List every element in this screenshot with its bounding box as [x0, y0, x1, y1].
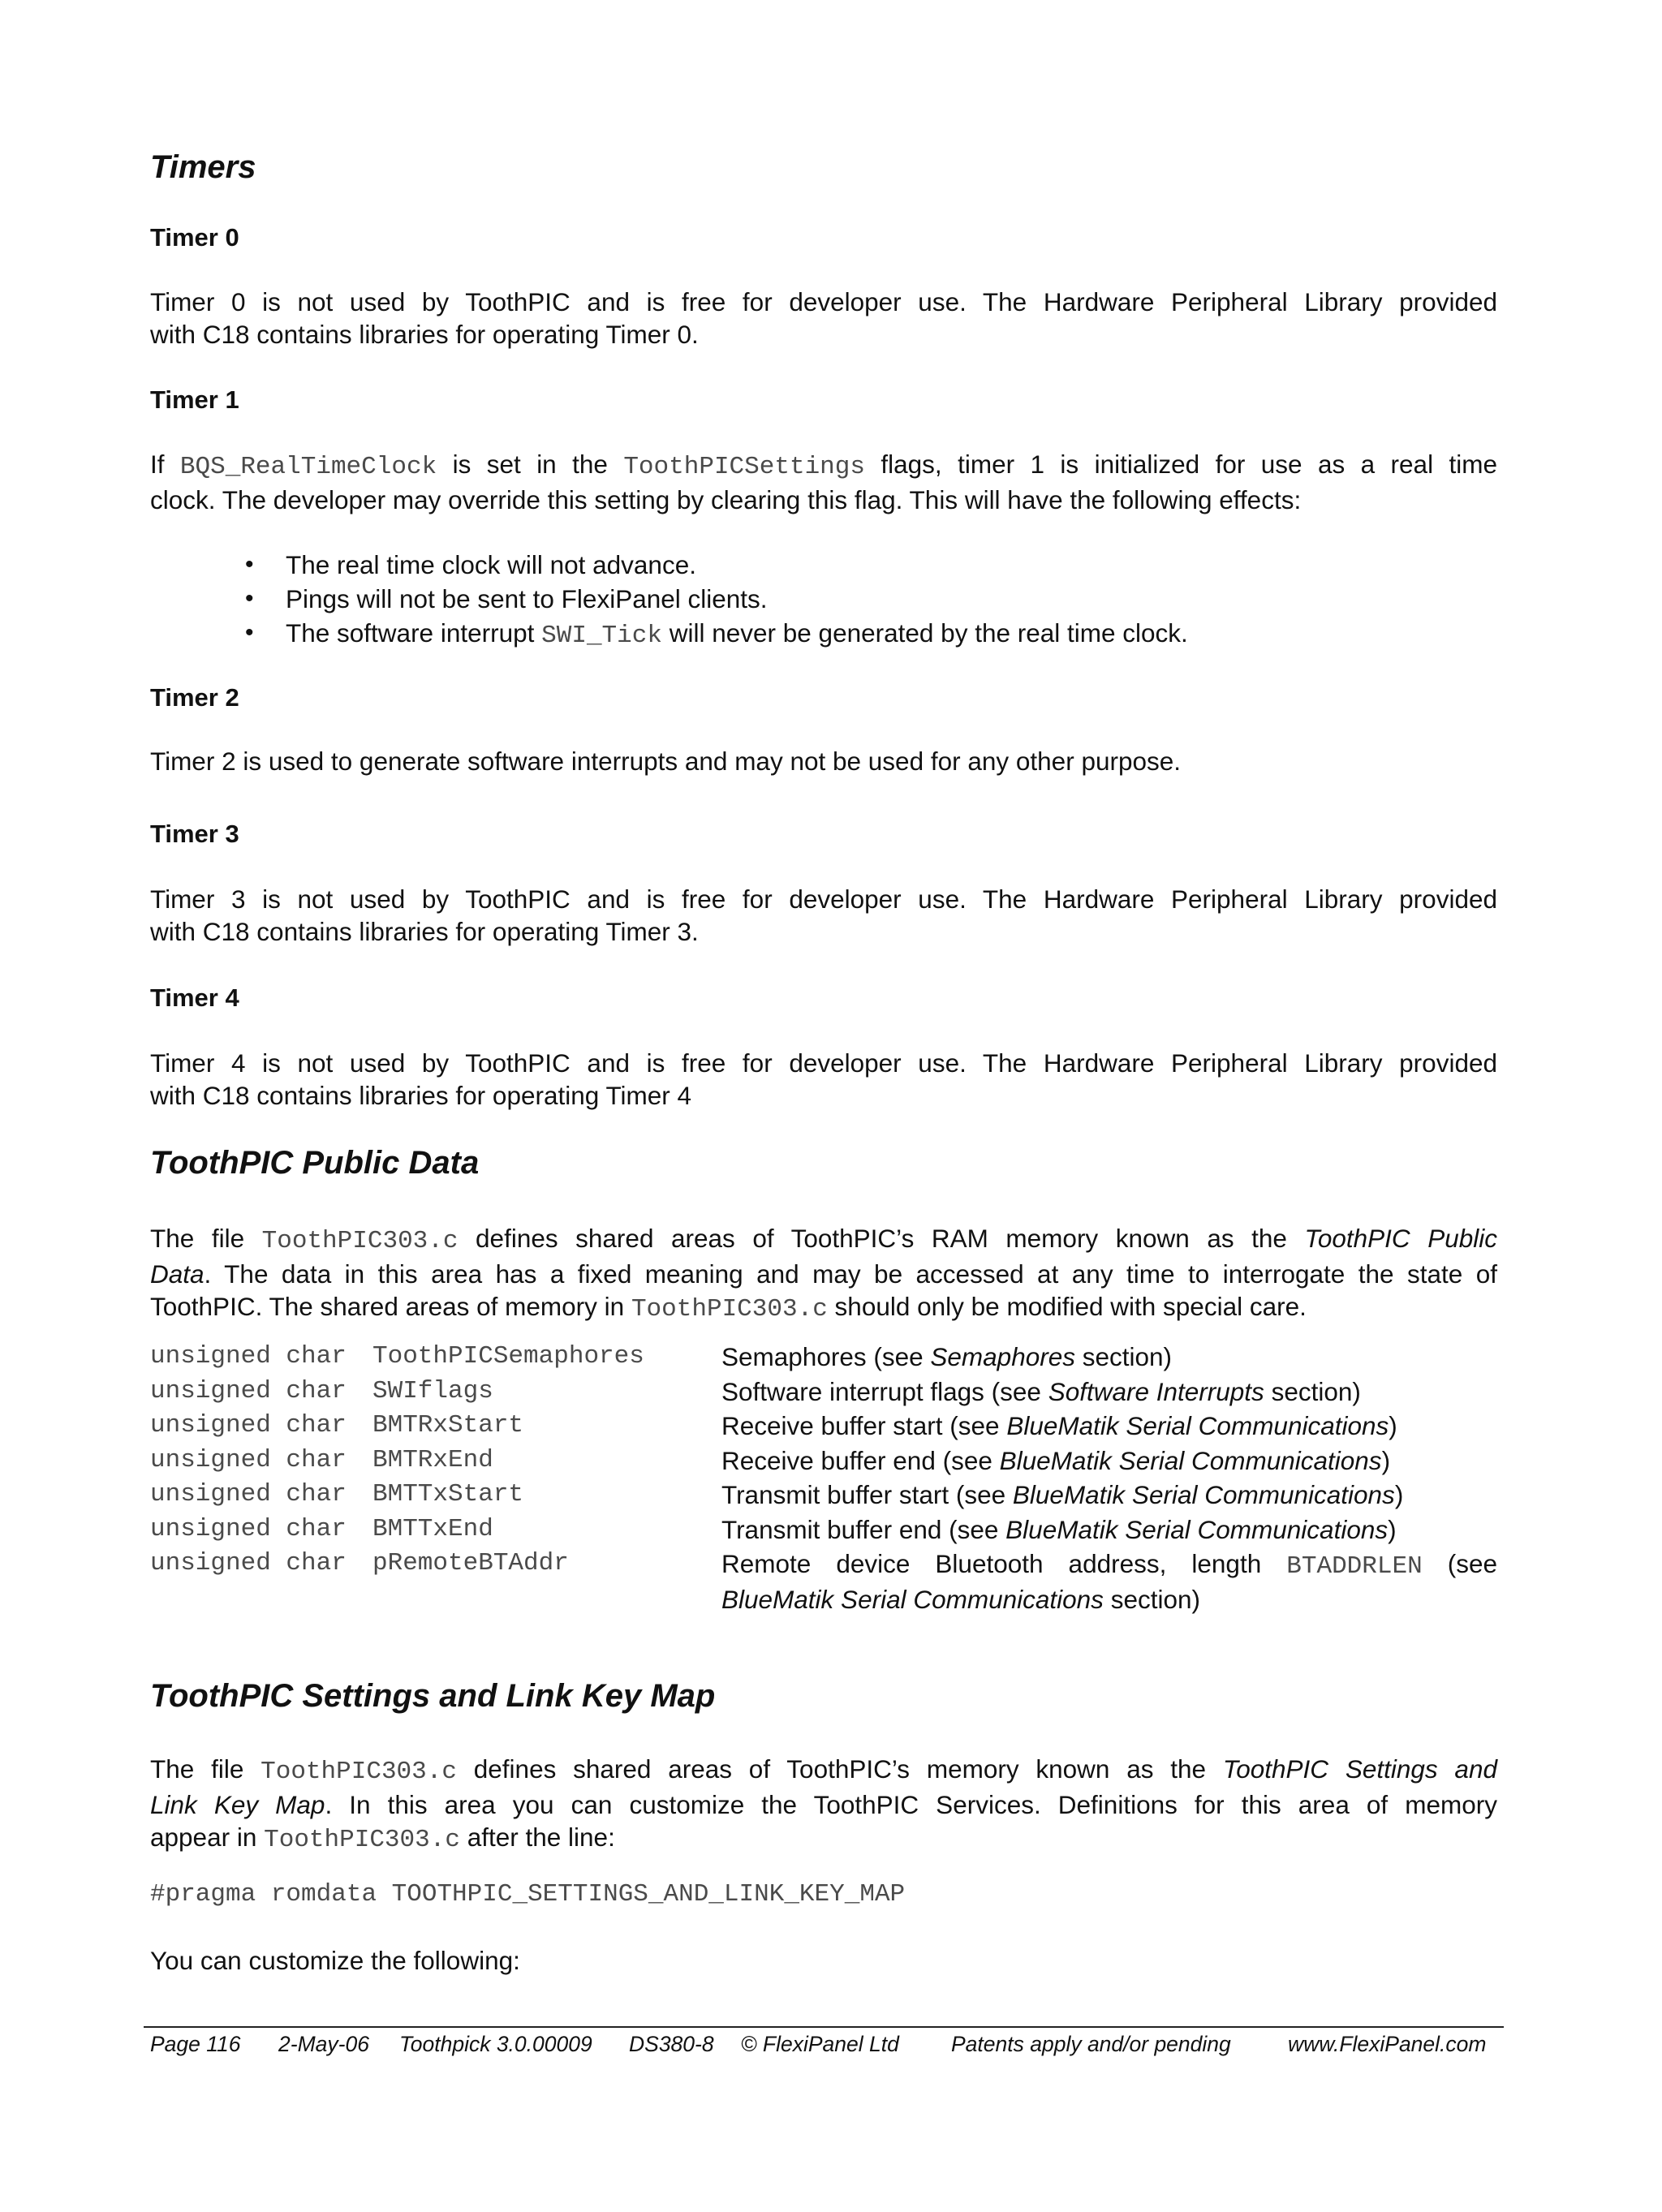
- text-fragment: Remote device Bluetooth address, length: [721, 1549, 1287, 1578]
- footer-version: Toothpick 3.0.00009: [399, 2032, 592, 2056]
- text-fragment: (see: [1422, 1549, 1498, 1578]
- list-item: [245, 616, 1188, 650]
- variable-type: unsigned char: [150, 1445, 347, 1474]
- list-item: [245, 582, 1188, 616]
- text-line: with C18 contains libraries for operating Timer 4: [150, 1081, 692, 1110]
- section-heading-public-data: ToothPIC Public Data: [150, 1145, 480, 1181]
- footer-date: 2-May-06: [278, 2032, 369, 2056]
- text-line: Timer 0 is not used by ToothPIC and is free for developer use. The Hardware Peripheral Library provided: [150, 287, 1497, 316]
- emphasis-term: BlueMatik Serial Communications: [1005, 1514, 1389, 1544]
- variable-name: BMTTxStart: [372, 1480, 524, 1508]
- public-data-table: [150, 1341, 1497, 1617]
- text-fragment: should only be modified with special care.: [827, 1292, 1307, 1321]
- text-fragment: Transmit buffer end (see: [721, 1514, 1006, 1544]
- variable-description: [721, 1409, 1497, 1442]
- text-fragment: section): [1264, 1376, 1361, 1406]
- text-line: [150, 1222, 1497, 1258]
- bullet-icon: •: [245, 551, 254, 578]
- text-fragment: The software interrupt: [286, 618, 542, 648]
- text-fragment: Semaphores (see: [721, 1342, 931, 1371]
- text-line: [721, 1547, 1497, 1583]
- emphasis-term: Data: [150, 1259, 205, 1289]
- text-line: clock. The developer may override this setting by clearing this flag. This will have the following effects:: [150, 485, 1302, 514]
- code-swi-tick: SWI_Tick: [541, 622, 662, 650]
- text-line: Timer 3 is not used by ToothPIC and is free for developer use. The Hardware Peripheral Library provided: [150, 884, 1497, 914]
- footer-page-number: Page 116: [150, 2032, 241, 2056]
- paragraph-timer-2: Timer 2 is used to generate software interrupts and may not be used for any other purpose.: [150, 747, 1182, 776]
- variable-type: unsigned char: [150, 1549, 347, 1577]
- text-fragment: ToothPIC. The shared areas of memory in: [150, 1292, 631, 1321]
- code-filename: ToothPIC303.c: [260, 1758, 457, 1786]
- text-fragment: appear in: [150, 1823, 265, 1852]
- variable-type: unsigned char: [150, 1514, 347, 1543]
- effects-list-container: [150, 548, 1497, 653]
- customize-text: You can customize the following:: [150, 1946, 520, 1975]
- text-line: [150, 1821, 1497, 1857]
- text-fragment: . The data in this area has a fixed meaning and may be accessed at any time to interrogate the state of: [204, 1259, 1497, 1289]
- paragraph-settings-map: [150, 1753, 1497, 1857]
- text-fragment: Receive buffer start (see: [721, 1411, 1007, 1440]
- footer-patents: Patents apply and/or pending: [951, 2032, 1231, 2056]
- text-fragment: defines shared areas of ToothPIC’s memory known as the: [456, 1754, 1223, 1784]
- list-item-text: Pings will not be sent to FlexiPanel clients.: [286, 584, 768, 613]
- subheading-timer-0: Timer 0: [150, 223, 239, 252]
- text-line: [721, 1583, 1497, 1616]
- variable-name: BMTRxStart: [372, 1411, 524, 1440]
- table-row: [150, 1375, 1497, 1410]
- text-line: with C18 contains libraries for operating Timer 3.: [150, 917, 699, 946]
- table-row: [150, 1341, 1497, 1375]
- text-line: [150, 1290, 1497, 1326]
- section-heading-timers: Timers: [150, 149, 256, 185]
- text-fragment: ): [1389, 1411, 1397, 1440]
- emphasis-term: BlueMatik Serial Communications: [999, 1445, 1382, 1475]
- variable-description: [721, 1341, 1497, 1373]
- footer-copyright: © FlexiPanel Ltd: [741, 2032, 899, 2056]
- variable-type: unsigned char: [150, 1342, 347, 1371]
- table-row: [150, 1444, 1497, 1479]
- variable-name: ToothPICSemaphores: [372, 1342, 644, 1371]
- text-fragment: Transmit buffer start (see: [721, 1480, 1013, 1509]
- emphasis-term: BlueMatik Serial Communications: [721, 1585, 1104, 1614]
- text-fragment: is set in the: [437, 450, 624, 479]
- emphasis-term: Software Interrupts: [1048, 1376, 1264, 1406]
- variable-description: [721, 1513, 1497, 1546]
- text-line: [150, 1788, 1497, 1821]
- text-fragment: . In this area you can customize the ToothPIC Services. Definitions for this area of memory: [325, 1790, 1497, 1819]
- footer-doc-id: DS380-8: [629, 2032, 714, 2056]
- paragraph-timer-4: [150, 1047, 1497, 1112]
- variable-name: SWIflags: [372, 1376, 493, 1405]
- text-line: [150, 1753, 1497, 1788]
- paragraph-public-data: [150, 1222, 1497, 1326]
- list-item-text: The real time clock will not advance.: [286, 550, 696, 579]
- table-row: [150, 1547, 1497, 1617]
- code-btaddrlen: BTADDRLEN: [1286, 1552, 1423, 1581]
- variable-name: pRemoteBTAddr: [372, 1549, 569, 1577]
- code-filename: ToothPIC303.c: [264, 1826, 460, 1854]
- text-fragment: The file: [150, 1224, 262, 1253]
- variable-type: unsigned char: [150, 1480, 347, 1508]
- bullet-icon: •: [245, 585, 254, 612]
- text-line: with C18 contains libraries for operating Timer 0.: [150, 320, 699, 349]
- text-fragment: after the line:: [459, 1823, 615, 1852]
- section-heading-settings-map: ToothPIC Settings and Link Key Map: [150, 1678, 716, 1714]
- variable-name: BMTRxEnd: [372, 1445, 493, 1474]
- table-row: [150, 1478, 1497, 1513]
- variable-name: BMTTxEnd: [372, 1514, 493, 1543]
- text-fragment: flags, timer 1 is initialized for use as a real time: [864, 450, 1497, 479]
- footer-divider: [144, 2026, 1504, 2028]
- pragma-code-line: #pragma romdata TOOTHPIC_SETTINGS_AND_LINK_KEY_MAP: [150, 1880, 906, 1909]
- subheading-timer-4: Timer 4: [150, 983, 239, 1012]
- bullet-icon: •: [245, 619, 254, 646]
- text-fragment: section): [1103, 1585, 1200, 1614]
- emphasis-term: Link Key Map: [150, 1790, 325, 1819]
- emphasis-term: ToothPIC Public: [1304, 1224, 1497, 1253]
- text-line: Timer 4 is not used by ToothPIC and is free for developer use. The Hardware Peripheral Library provided: [150, 1048, 1497, 1078]
- paragraph-timer-3: [150, 883, 1497, 948]
- text-fragment: will never be generated by the real time clock.: [661, 618, 1188, 648]
- text-fragment: Software interrupt flags (see: [721, 1376, 1048, 1406]
- effects-list: [245, 548, 1188, 650]
- subheading-timer-1: Timer 1: [150, 385, 239, 414]
- variable-type: unsigned char: [150, 1376, 347, 1405]
- emphasis-term: BlueMatik Serial Communications: [1012, 1480, 1395, 1509]
- text-fragment: ): [1381, 1445, 1391, 1475]
- variable-description: [721, 1375, 1497, 1408]
- text-fragment: section): [1075, 1342, 1173, 1371]
- subheading-timer-3: Timer 3: [150, 820, 239, 848]
- table-row: [150, 1409, 1497, 1444]
- table-row: [150, 1513, 1497, 1548]
- text-line: [150, 448, 1497, 484]
- variable-type: unsigned char: [150, 1411, 347, 1440]
- variable-description: [721, 1444, 1497, 1477]
- code-filename: ToothPIC303.c: [261, 1227, 459, 1255]
- emphasis-term: BlueMatik Serial Communications: [1006, 1411, 1389, 1440]
- text-fragment: ): [1394, 1480, 1404, 1509]
- variable-description: [721, 1547, 1497, 1616]
- variable-description: [721, 1478, 1497, 1511]
- text-fragment: Receive buffer end (see: [721, 1445, 1000, 1475]
- paragraph-timer-1: [150, 448, 1497, 516]
- code-toothpicsettings: ToothPICSettings: [623, 453, 865, 481]
- page-footer: [150, 2032, 1497, 2058]
- text-fragment: defines shared areas of ToothPIC’s RAM memory known as the: [458, 1224, 1305, 1253]
- subheading-timer-2: Timer 2: [150, 683, 239, 712]
- code-bqs-realtimeclock: BQS_RealTimeClock: [179, 453, 437, 481]
- code-filename: ToothPIC303.c: [631, 1295, 828, 1323]
- footer-website-link[interactable]: www.FlexiPanel.com: [1288, 2032, 1487, 2056]
- list-item: [245, 548, 1188, 582]
- paragraph-timer-0: [150, 286, 1497, 351]
- emphasis-term: Semaphores: [930, 1342, 1075, 1371]
- text-fragment: The file: [150, 1754, 261, 1784]
- text-line: [150, 1258, 1497, 1290]
- emphasis-term: ToothPIC Settings and: [1222, 1754, 1497, 1784]
- text-fragment: ): [1388, 1514, 1397, 1544]
- text-fragment: If: [150, 450, 180, 479]
